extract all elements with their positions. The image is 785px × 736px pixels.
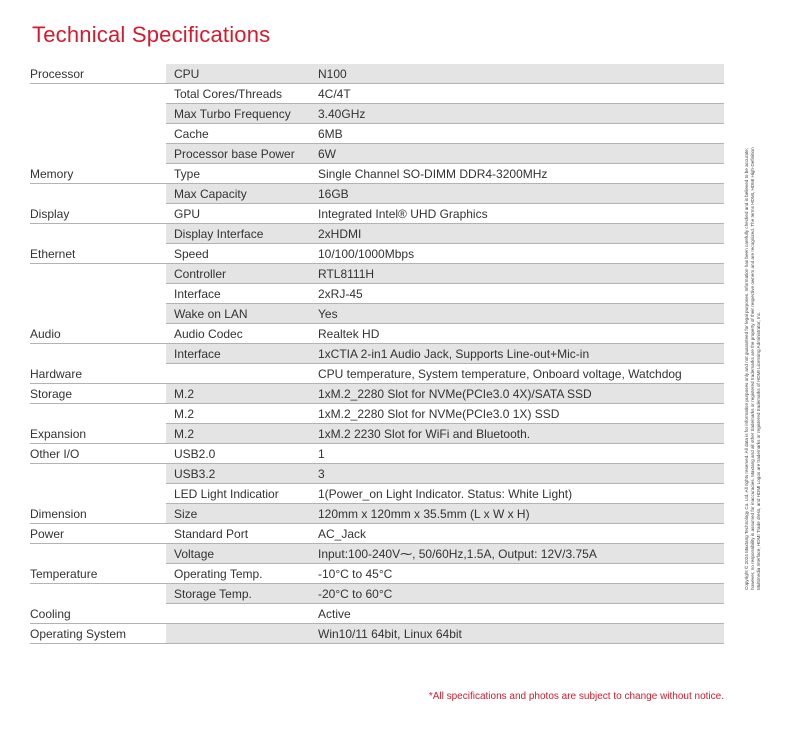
spec-row	[26, 184, 724, 204]
spec-value: -10°C to 45°C	[318, 567, 393, 581]
spec-row	[26, 384, 724, 404]
row-band	[166, 124, 724, 144]
spec-category	[30, 544, 166, 564]
spec-row	[26, 484, 724, 504]
spec-key: Cache	[174, 127, 209, 141]
spec-row	[26, 244, 724, 264]
spec-row	[26, 144, 724, 164]
spec-key: M.2	[174, 407, 195, 421]
spec-row	[26, 64, 724, 84]
spec-row	[26, 604, 724, 624]
spec-category	[30, 84, 166, 104]
row-band	[166, 64, 724, 84]
spec-value: CPU temperature, System temperature, Onboard voltage, Watchdog	[318, 367, 682, 381]
spec-key: GPU	[174, 207, 201, 221]
spec-value: 3.40GHz	[318, 107, 366, 121]
spec-category: Dimension	[30, 504, 166, 524]
row-band	[166, 284, 724, 304]
row-band	[166, 464, 724, 484]
spec-value: 4C/4T	[318, 87, 351, 101]
spec-key: Audio Codec	[174, 327, 243, 341]
spec-row	[26, 84, 724, 104]
spec-category	[30, 264, 166, 284]
spec-value: 1xM.2_2280 Slot for NVMe(PCIe3.0 1X) SSD	[318, 407, 560, 421]
spec-category	[30, 224, 166, 244]
spec-row	[26, 324, 724, 344]
spec-row	[26, 284, 724, 304]
spec-category	[30, 404, 166, 424]
spec-key: Max Turbo Frequency	[174, 107, 291, 121]
spec-row	[26, 584, 724, 604]
spec-category	[30, 304, 166, 324]
spec-key: Max Capacity	[174, 187, 247, 201]
spec-value: 120mm x 120mm x 35.5mm (L x W x H)	[318, 507, 530, 521]
spec-row	[26, 224, 724, 244]
spec-category: Cooling	[30, 604, 166, 624]
disclaimer-note: *All specifications and photos are subject to change without notice.	[428, 691, 724, 702]
spec-value: 1xM.2_2280 Slot for NVMe(PCIe3.0 4X)/SATA SSD	[318, 387, 592, 401]
spec-row	[26, 204, 724, 224]
spec-category: Temperature	[30, 564, 166, 584]
spec-category	[30, 584, 166, 604]
spec-row	[26, 444, 724, 464]
legal-text: Copyright © 2024 Maxtang Technology Co. Ltd. All rights reserved. All data is for information purposes only and not guaranteed for legal purposes. Information has been carefully checked and is believed to be accurate; however, no responsibility is assumed for inaccuracies. Maxtang and all other trademarks or registered trademarks are the property of their respective owners and are recognized. The terms HDMI, HDMI High-Definition Multimedia Interface, HDMI Trade dress, and HDMI Logos are trademarks or registered trademarks of HDMI Licensing Administrator, Inc.	[744, 147, 761, 590]
spec-category: Storage	[30, 384, 166, 404]
spec-value: RTL8111H	[318, 267, 375, 281]
spec-value: 1xM.2 2230 Slot for WiFi and Bluetooth.	[318, 427, 531, 441]
spec-key: Display Interface	[174, 227, 264, 241]
spec-row	[26, 304, 724, 324]
spec-key: Size	[174, 507, 198, 521]
spec-value: 6MB	[318, 127, 343, 141]
spec-key: CPU	[174, 67, 200, 81]
spec-row	[26, 344, 724, 364]
spec-category: Power	[30, 524, 166, 544]
row-band	[166, 604, 724, 624]
spec-category	[30, 464, 166, 484]
spec-category: Memory	[30, 164, 166, 184]
spec-value: Active	[318, 607, 351, 621]
spec-table	[26, 64, 724, 644]
spec-key: Operating Temp.	[174, 567, 263, 581]
spec-key: Voltage	[174, 547, 215, 561]
spec-key: Wake on LAN	[174, 307, 248, 321]
spec-value: 6W	[318, 147, 336, 161]
spec-value: 3	[318, 467, 325, 481]
spec-value: Yes	[318, 307, 338, 321]
spec-key: Speed	[174, 247, 209, 261]
spec-row	[26, 424, 724, 444]
spec-row	[26, 104, 724, 124]
spec-key: Interface	[174, 347, 221, 361]
spec-category: Processor	[30, 64, 166, 84]
legal-sidebar	[744, 140, 766, 590]
spec-key: LED Light Indicatior	[174, 487, 279, 501]
row-band	[166, 304, 724, 324]
spec-category: Other I/O	[30, 444, 166, 464]
spec-category: Operating System	[30, 624, 166, 644]
spec-category: Audio	[30, 324, 166, 344]
spec-value: 2xHDMI	[318, 227, 362, 241]
spec-row	[26, 464, 724, 484]
spec-value: N100	[318, 67, 347, 81]
row-band	[166, 524, 724, 544]
spec-row	[26, 164, 724, 184]
spec-value: 2xRJ-45	[318, 287, 363, 301]
spec-row	[26, 404, 724, 424]
spec-key: M.2	[174, 427, 195, 441]
spec-value: 1	[318, 447, 325, 461]
spec-key: Interface	[174, 287, 221, 301]
row-band	[166, 444, 724, 464]
spec-category: Display	[30, 204, 166, 224]
spec-row	[26, 264, 724, 284]
spec-key: M.2	[174, 387, 195, 401]
spec-key: Type	[174, 167, 201, 181]
spec-row	[26, 504, 724, 524]
spec-category	[30, 144, 166, 164]
spec-row	[26, 544, 724, 564]
spec-category	[30, 484, 166, 504]
spec-key: USB3.2	[174, 467, 216, 481]
spec-category	[30, 284, 166, 304]
spec-row	[26, 524, 724, 544]
spec-category: Expansion	[30, 424, 166, 444]
spec-value: -20°C to 60°C	[318, 587, 393, 601]
spec-row	[26, 564, 724, 584]
spec-value: Input:100-240V⁓, 50/60Hz,1.5A, Output: 12V/3.75A	[318, 547, 597, 561]
spec-category	[30, 124, 166, 144]
row-band	[166, 264, 724, 284]
spec-value: 1(Power_on Light Indicator. Status: White Light)	[318, 487, 573, 501]
spec-row	[26, 624, 724, 644]
spec-category	[30, 104, 166, 124]
spec-category: Hardware	[30, 364, 166, 384]
spec-value: Single Channel SO-DIMM DDR4-3200MHz	[318, 167, 548, 181]
spec-value: 16GB	[318, 187, 349, 201]
spec-row	[26, 364, 724, 384]
spec-value: Win10/11 64bit, Linux 64bit	[318, 627, 462, 641]
spec-value: 1xCTIA 2-in1 Audio Jack, Supports Line-out+Mic-in	[318, 347, 590, 361]
spec-category: Ethernet	[30, 244, 166, 264]
spec-value: AC_Jack	[318, 527, 367, 541]
spec-key: Storage Temp.	[174, 587, 252, 601]
spec-key: Processor base Power	[174, 147, 295, 161]
spec-key: Standard Port	[174, 527, 249, 541]
page-title: Technical Specifications	[32, 22, 271, 47]
spec-key: Total Cores/Threads	[174, 87, 283, 101]
spec-category	[30, 344, 166, 364]
spec-key: USB2.0	[174, 447, 216, 461]
spec-value: 10/100/1000Mbps	[318, 247, 415, 261]
spec-value: Integrated Intel® UHD Graphics	[318, 207, 488, 221]
spec-row	[26, 124, 724, 144]
row-band	[166, 324, 724, 344]
spec-value: Realtek HD	[318, 327, 380, 341]
row-band	[166, 184, 724, 204]
spec-key: Controller	[174, 267, 227, 281]
row-band	[166, 244, 724, 264]
spec-category	[30, 184, 166, 204]
